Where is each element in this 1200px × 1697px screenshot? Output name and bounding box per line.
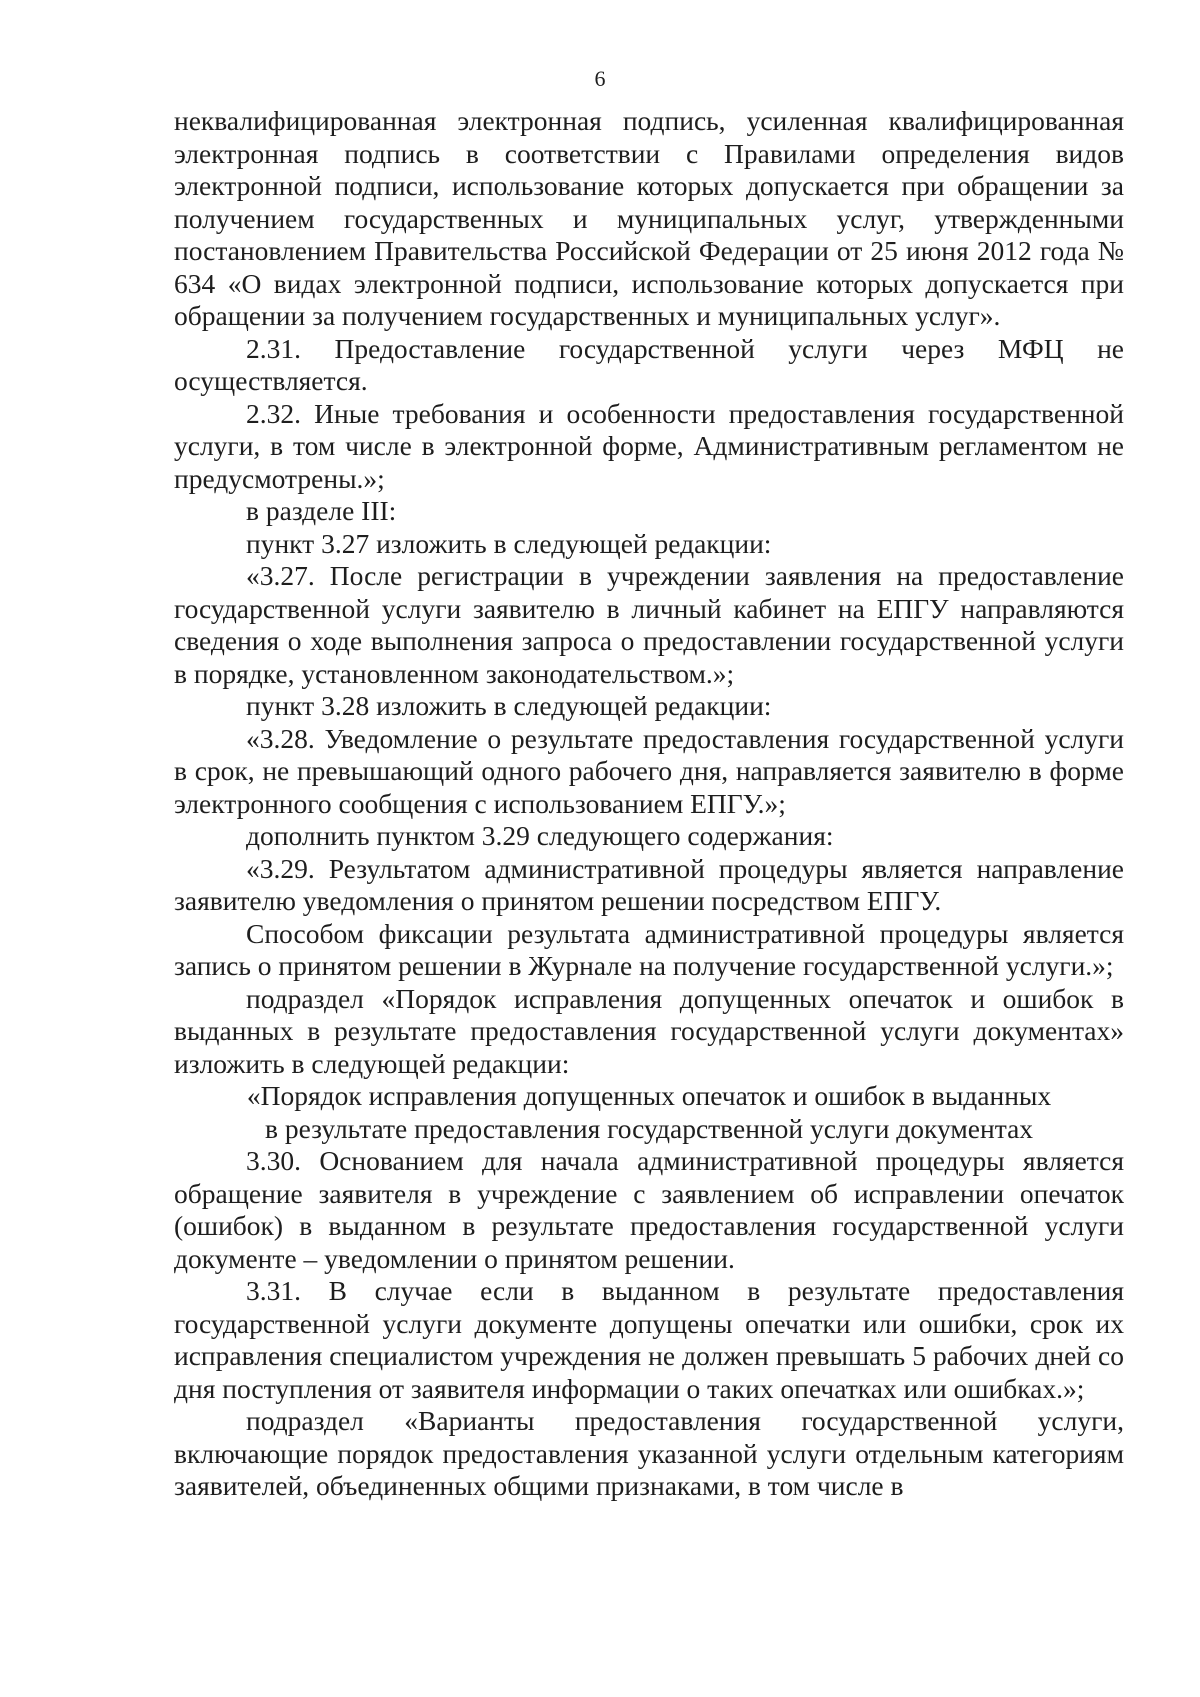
paragraph-subsection-variants: подраздел «Варианты предоставления государственной услуги, включающие порядок предоставления указанной услуги отдельным категориям заявителей, объединенных общими признаками, в том числе в — [174, 1405, 1124, 1501]
paragraph-2-32: 2.32. Иные требования и особенности предоставления государственной услуги, в том числе в электронной форме, Административным регламентом не предусмотрены.»; — [174, 397, 1124, 494]
paragraph-3-31: 3.31. В случае если в выданном в результате предоставления государственной услуги документе допущены опечатки или ошибки, срок их исправления специалистом учреждения не должен превышать 5 рабочих дней со дня поступления от заявителя информации о таких опечатках или ошибках.»; — [174, 1275, 1124, 1404]
subheading-line-1: «Порядок исправления допущенных опечаток и ошибок в выданных — [246, 1080, 1052, 1111]
paragraph-3-27: «3.27. После регистрации в учреждении заявления на предоставление государственной услуги заявителю в личный кабинет на ЕПГУ направляются сведения о ходе выполнения запроса о предоставлении государственной услуги в порядке, установленном законодательством.»; — [174, 560, 1124, 689]
paragraph-fixation-method: Способом фиксации результата административной процедуры является запись о принятом решении в Журнале на получение государственной услуги.»; — [174, 917, 1124, 981]
document-body — [174, 105, 1124, 1503]
paragraph-clause-3-28-intro: пункт 3.28 изложить в следующей редакции: — [246, 690, 772, 721]
paragraph-clause-3-27-intro: пункт 3.27 изложить в следующей редакции: — [246, 527, 772, 559]
subheading-line-2: в результате предоставления государственной услуги документах — [264, 1112, 1034, 1144]
paragraph-3-28: «3.28. Уведомление о результате предоставления государственной услуги в срок, не превышающий одного рабочего дня, направляется заявителю в форме электронного сообщения с использованием ЕПГУ.»; — [174, 722, 1124, 819]
page-number: 6 — [594, 66, 606, 91]
paragraph-subsection-corrections: подраздел «Порядок исправления допущенных опечаток и ошибок в выданных в результате предоставления государственной услуги документах» изложить в следующей редакции: — [174, 982, 1124, 1079]
paragraph-electronic-signature: неквалифицированная электронная подпись, усиленная квалифицированная электронная подпись в соответствии с Правилами определения видов электронной подписи, использование которых допускается при обращении за получением государственных и муниципальных услуг, утвержденными постановлением Правительства Российской Федерации от 25 июня 2012 года № 634 «О видах электронной подписи, использование которых допускается при обращении за получением государственных и муниципальных услуг». — [174, 105, 1124, 331]
paragraph-clause-3-29-intro: дополнить пунктом 3.29 следующего содержания: — [246, 820, 834, 851]
paragraph-2-31: 2.31. Предоставление государственной услуги через МФЦ не осуществляется. — [174, 332, 1124, 396]
paragraph-section-3: в разделе III: — [246, 495, 397, 526]
paragraph-3-29: «3.29. Результатом административной процедуры является направление заявителю уведомления о принятом решении посредством ЕПГУ. — [174, 852, 1124, 916]
paragraph-3-30: 3.30. Основанием для начала административной процедуры является обращение заявителя в учреждение с заявлением об исправлении опечаток (ошибок) в выданном в результате предоставления государственной услуги документе – уведомлении о принятом решении. — [174, 1145, 1124, 1274]
